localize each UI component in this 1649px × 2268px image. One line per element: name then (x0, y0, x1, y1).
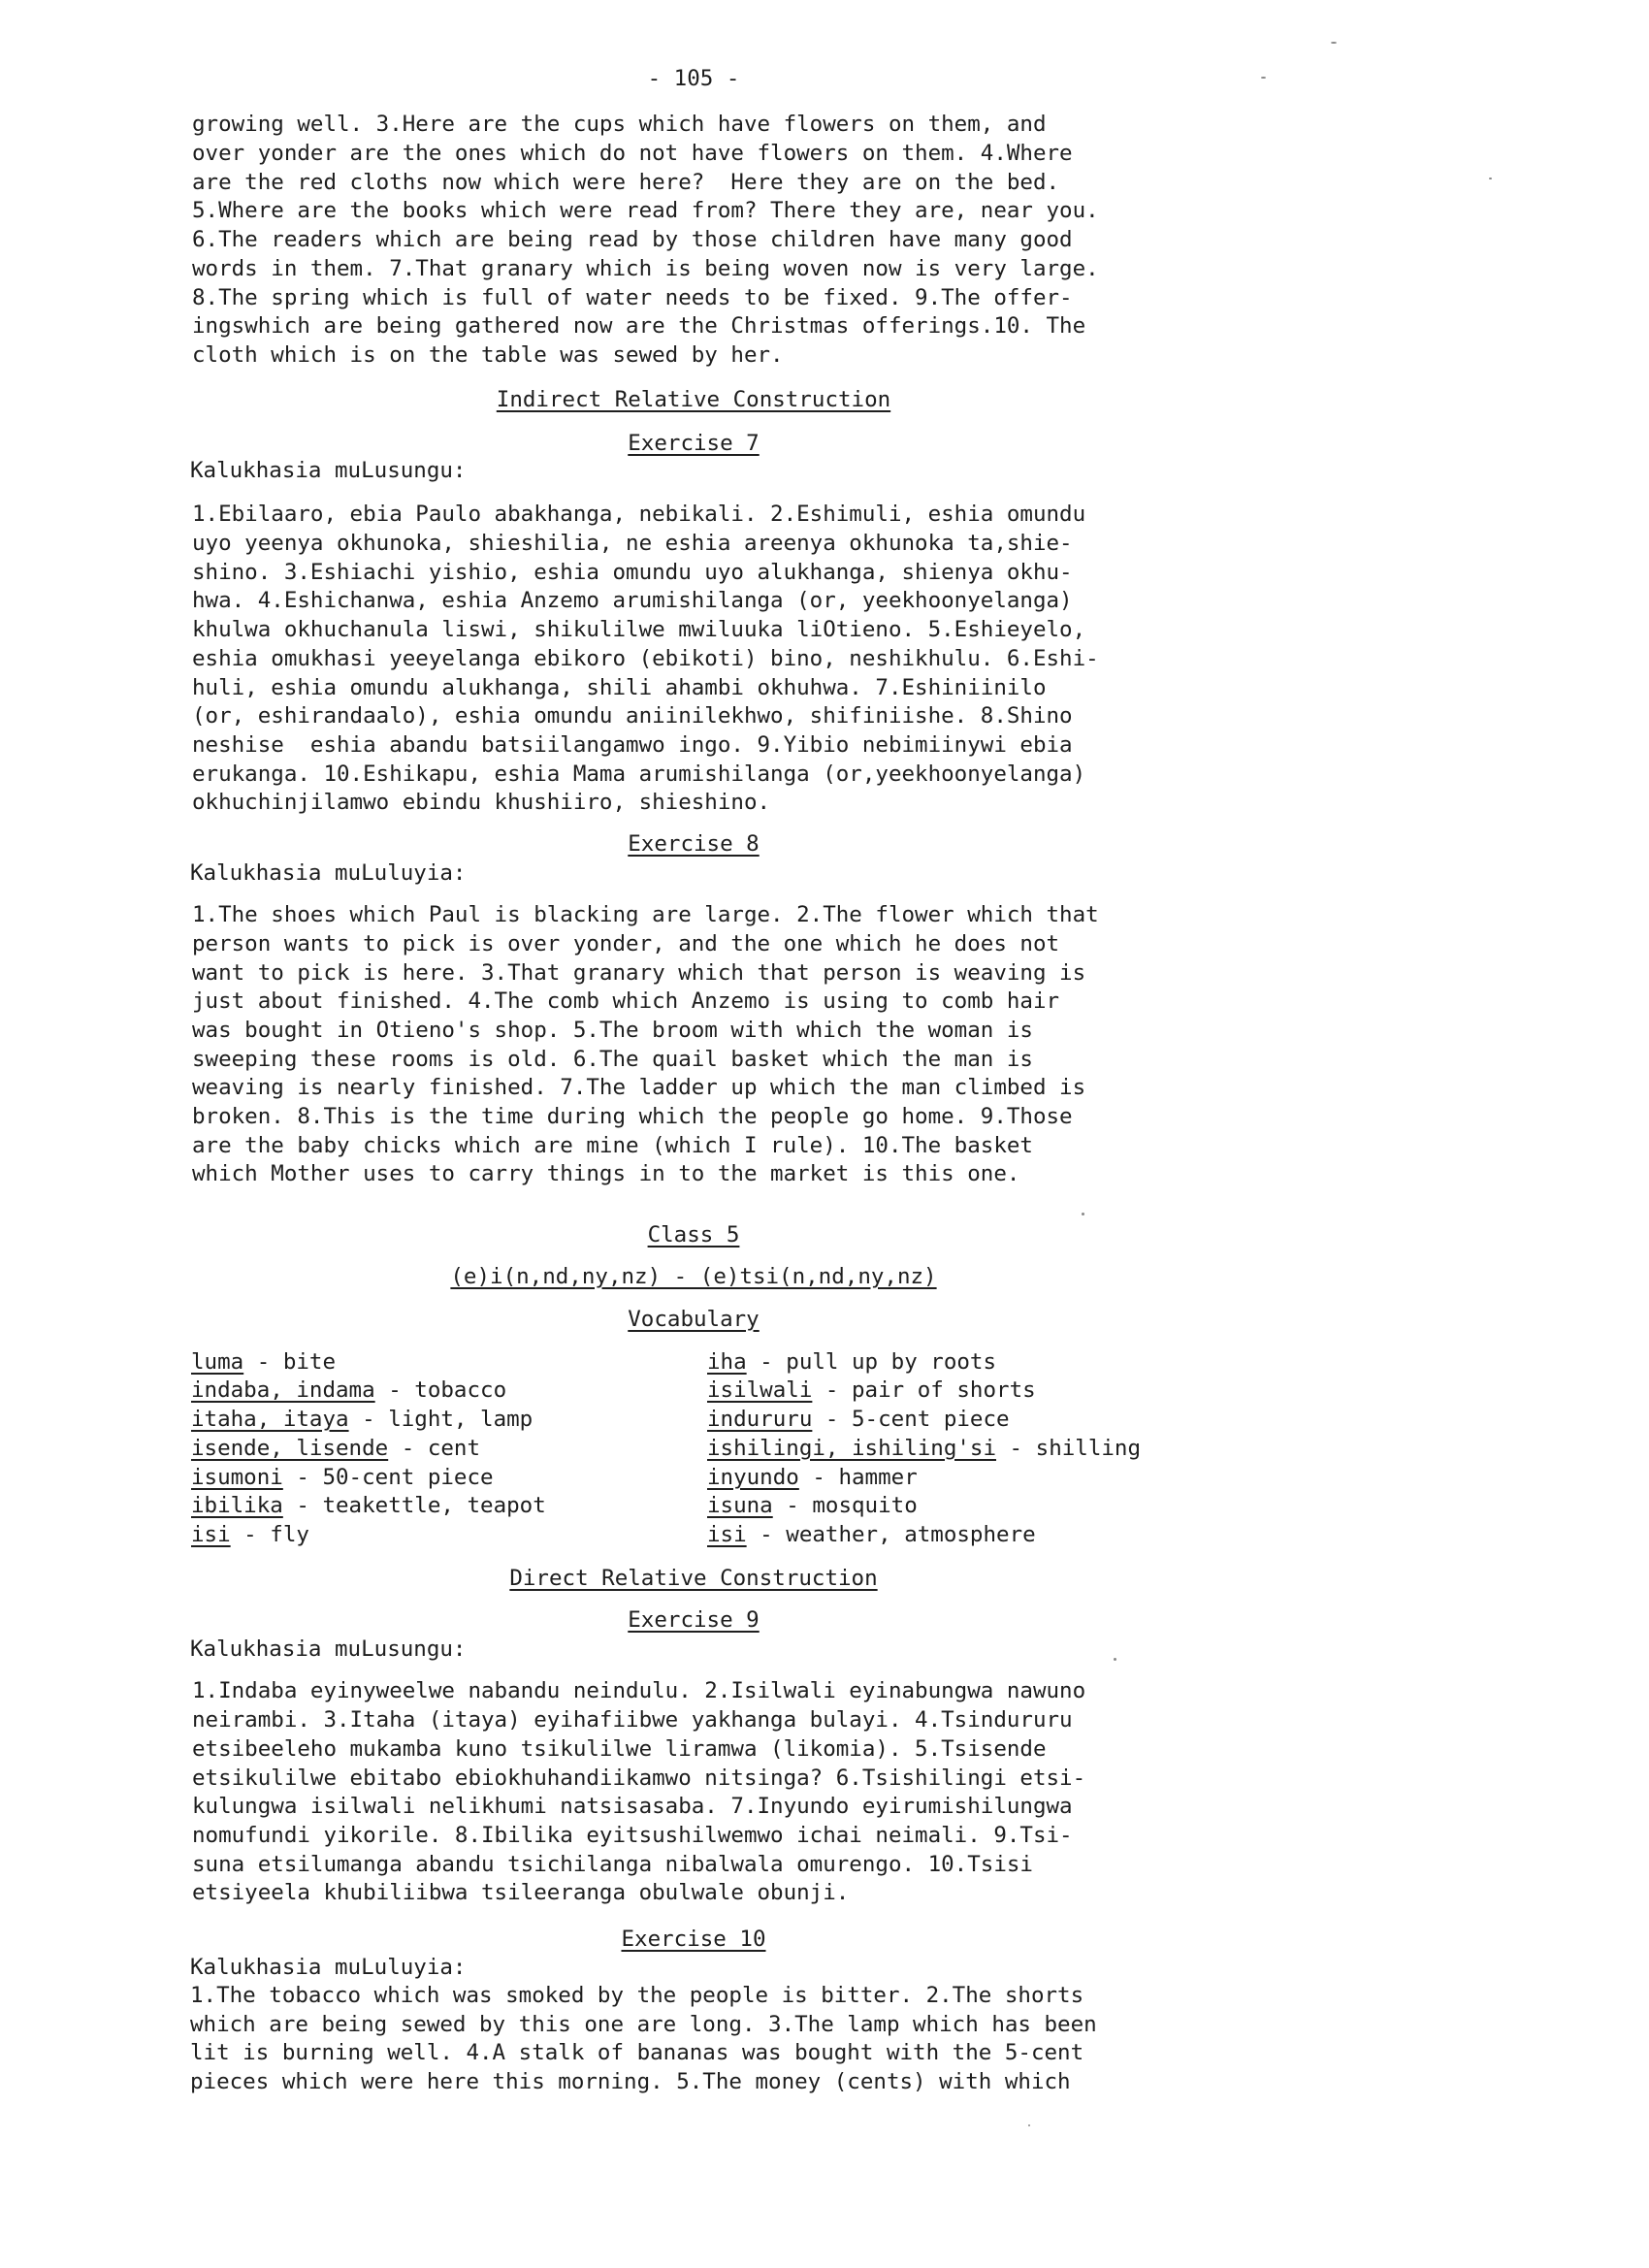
vocab-entry: isilwali - pair of shorts (707, 1377, 1036, 1403)
exercise-7-title: Exercise 7 (628, 431, 760, 456)
text-line: just about finished. 4.The comb which Anzemo is using to comb hair (192, 988, 1060, 1014)
text-line: 1.Indaba eyinyweelwe nabandu neindulu. 2.Isilwali eyinabungwa nawuno (192, 1678, 1086, 1703)
text-line: which Mother uses to carry things in to the market is this one. (192, 1161, 1020, 1186)
vocab-entry: itaha, itaya - light, lamp (191, 1407, 534, 1432)
vocab-entry: isumoni - 50-cent piece (191, 1465, 494, 1490)
vocab-entry: indururu - 5-cent piece (707, 1407, 1010, 1432)
text-line: person wants to pick is over yonder, and the one which he does not (192, 931, 1060, 956)
vocab-entry: ibilika - teakettle, teapot (191, 1493, 546, 1518)
text-line: are the baby chicks which are mine (which I rule). 10.The basket (192, 1133, 1033, 1158)
text-line: etsikulilwe ebitabo ebiokhuhandiikamwo nitsinga? 6.Tsishilingi etsi- (192, 1766, 1086, 1791)
exercise-9-title: Exercise 9 (628, 1607, 760, 1633)
exercise-8-title: Exercise 8 (628, 831, 760, 857)
text-line: neshise eshia abandu batsiilangamwo ingo. 9.Yibio nebimiinywi ebia (192, 732, 1073, 758)
text-line: (or, eshirandaalo), eshia omundu aniinilekhwo, shifiniishe. 8.Shino (192, 703, 1073, 729)
text-line: ingswhich are being gathered now are the Christmas offerings.10. The (192, 313, 1086, 339)
text-line: hwa. 4.Eshichanwa, eshia Anzemo arumishilanga (or, yeekhoonyelanga) (192, 588, 1073, 613)
vocab-entry: isuna - mosquito (707, 1493, 918, 1518)
text-line: erukanga. 10.Eshikapu, eshia Mama arumishilanga (or,yeekhoonyelanga) (192, 761, 1086, 787)
text-line: etsiyeela khubiliibwa tsileeranga obulwale obunji. (192, 1880, 850, 1905)
page-number: - 105 - (647, 66, 740, 91)
text-line: growing well. 3.Here are the cups which have flowers on them, and (192, 112, 1047, 137)
text-line: etsibeeleho mukamba kuno tsikulilwe liramwa (likomia). 5.Tsisende (192, 1736, 1047, 1762)
text-line: 1.Ebilaaro, ebia Paulo abakhanga, nebikali. 2.Eshimuli, eshia omundu (192, 502, 1086, 527)
text-line: was bought in Otieno's shop. 5.The broom with which the woman is (192, 1018, 1033, 1043)
text-line: shino. 3.Eshiachi yishio, eshia omundu uyo alukhanga, shienya okhu- (192, 560, 1073, 585)
scan-speck (1489, 178, 1492, 179)
vocab-entry: isende, lisende - cent (191, 1436, 481, 1461)
text-line: okhuchinjilamwo ebindu khushiiro, shieshino. (192, 790, 771, 815)
text-line: cloth which is on the table was sewed by her. (192, 342, 784, 368)
text-line: are the red cloths now which were here? Here they are on the bed. (192, 170, 1060, 195)
text-line: 5.Where are the books which were read from? There they are, near you. (192, 198, 1099, 223)
text-line: kulungwa isilwali nelikhumi natsisasaba. 7.Inyundo eyirumishilungwa (192, 1794, 1073, 1819)
text-line: khulwa okhuchanula liswi, shikulilwe mwiluuka liOtieno. 5.Eshieyelo, (192, 617, 1086, 642)
text-line: huli, eshia omundu alukhanga, shili ahambi okhuhwa. 7.Eshiniinilo (192, 675, 1047, 700)
vocab-entry: indaba, indama - tobacco (191, 1377, 507, 1403)
vocab-entry: isi - fly (191, 1522, 309, 1547)
exercise-8-instruction: Kalukhasia muLuluyia: (190, 860, 467, 886)
vocabulary-heading: Vocabulary (628, 1307, 760, 1332)
text-line: want to pick is here. 3.That granary which that person is weaving is (192, 960, 1086, 986)
text-line: over yonder are the ones which do not have flowers on them. 4.Where (192, 141, 1073, 166)
exercise-10-instruction: Kalukhasia muLuluyia: (190, 1955, 467, 1980)
text-line: neirambi. 3.Itaha (itaya) eyihafiibwe yakhanga bulayi. 4.Tsindururu (192, 1707, 1073, 1733)
text-line: eshia omukhasi yeeyelanga ebikoro (ebikoti) bino, neshikhulu. 6.Eshi- (192, 646, 1099, 671)
class-5-title: Class 5 (647, 1222, 740, 1247)
text-line: 1.The shoes which Paul is blacking are large. 2.The flower which that (192, 902, 1099, 927)
scan-speck (1028, 2124, 1030, 2126)
text-line: which are being sewed by this one are long. 3.The lamp which has been (190, 2012, 1097, 2037)
scan-speck (1114, 1658, 1116, 1661)
scan-speck (1082, 1213, 1084, 1215)
scan-speck (1331, 42, 1337, 44)
text-line: sweeping these rooms is old. 6.The quail basket which the man is (192, 1047, 1033, 1072)
section-heading-indirect: Indirect Relative Construction (496, 387, 891, 412)
vocab-entry: ishilingi, ishiling'si - shilling (707, 1436, 1142, 1461)
vocab-entry: iha - pull up by roots (707, 1349, 997, 1375)
text-line: weaving is nearly finished. 7.The ladder up which the man climbed is (192, 1075, 1086, 1100)
scan-speck (1261, 77, 1266, 79)
vocab-entry: luma - bite (191, 1349, 337, 1375)
text-line: uyo yeenya okhunoka, shieshilia, ne eshia areenya okhunoka ta,shie- (192, 531, 1073, 556)
text-line: broken. 8.This is the time during which the people go home. 9.Those (192, 1104, 1073, 1129)
exercise-10-title: Exercise 10 (621, 1927, 766, 1952)
text-line: pieces which were here this morning. 5.The money (cents) with which (190, 2069, 1071, 2094)
vocab-entry: isi - weather, atmosphere (707, 1522, 1036, 1547)
text-line: 1.The tobacco which was smoked by the people is bitter. 2.The shorts (190, 1983, 1084, 2008)
text-line: nomufundi yikorile. 8.Ibilika eyitsushilwemwo ichai neimali. 9.Tsi- (192, 1823, 1073, 1848)
vocab-entry: inyundo - hammer (707, 1465, 918, 1490)
text-line: suna etsilumanga abandu tsichilanga nibalwala omurengo. 10.Tsisi (192, 1852, 1033, 1877)
section-heading-direct: Direct Relative Construction (509, 1566, 878, 1591)
text-line: words in them. 7.That granary which is being woven now is very large. (192, 256, 1099, 281)
class-5-formula: (e)i(n,nd,ny,nz) - (e)tsi(n,nd,ny,nz) (450, 1264, 937, 1289)
text-line: lit is burning well. 4.A stalk of bananas was bought with the 5-cent (190, 2040, 1084, 2065)
text-line: 6.The readers which are being read by those children have many good (192, 227, 1073, 252)
exercise-7-instruction: Kalukhasia muLusungu: (190, 458, 467, 483)
text-line: 8.The spring which is full of water needs to be fixed. 9.The offer- (192, 285, 1073, 310)
exercise-9-instruction: Kalukhasia muLusungu: (190, 1636, 467, 1662)
